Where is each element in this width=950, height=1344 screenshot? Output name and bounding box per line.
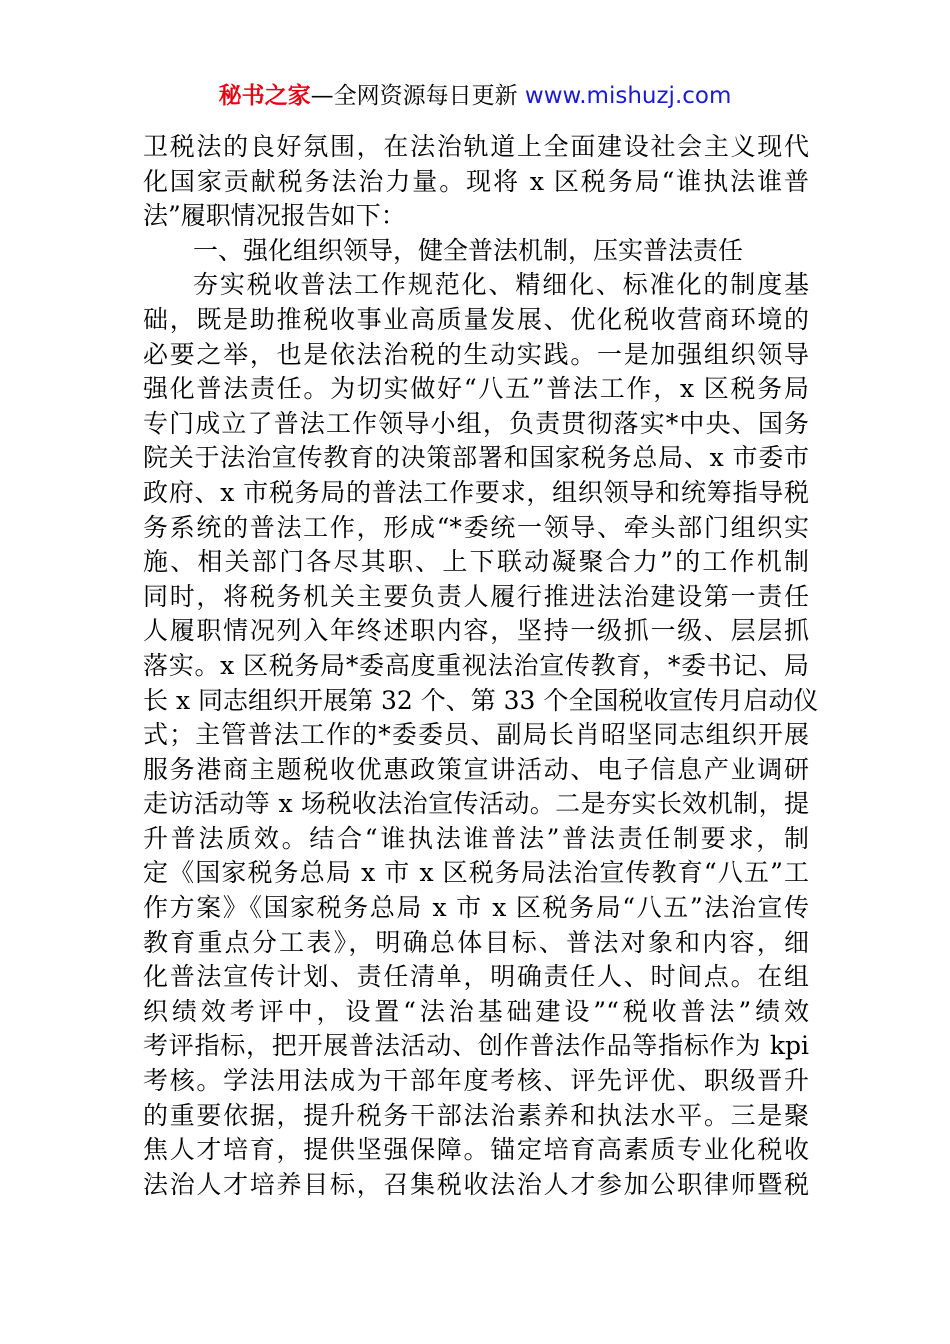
body-line: 考核。学法用法成为干部年度考核、评先评优、职级晋升 [143, 1066, 809, 1096]
body-line: 焦人才培育，提供坚强保障。锚定培育高素质专业化税收 [143, 1135, 809, 1165]
body-line: 法治人才培养目标，召集税收法治人才参加公职律师暨税 [143, 1169, 809, 1199]
body-line: 专门成立了普法工作领导小组，负责贯彻落实*中央、国务 [143, 408, 809, 438]
body-line: 院关于法治宣传教育的决策部署和国家税务总局、x 市委市 [143, 443, 809, 473]
body-line: 式；主管普法工作的*委委员、副局长肖昭坚同志组织开展 [143, 720, 809, 750]
body-line: 卫税法的良好氛围，在法治轨道上全面建设社会主义现代 [143, 132, 809, 161]
body-line: 强化普法责任。为切实做好“八五”普法工作，x 区税务局 [143, 374, 809, 404]
body-line: 政府、x 市税务局的普法工作要求，组织领导和统筹指导税 [143, 477, 809, 507]
body-line: 务系统的普法工作，形成“*委统一领导、牵头部门组织实 [143, 512, 809, 542]
body-line: 同时，将税务机关主要负责人履行推进法治建设第一责任 [143, 581, 809, 611]
page-header [0, 80, 950, 112]
body-line: 长 x 同志组织开展第 32 个、第 33 个全国税收宣传月启动仪 [143, 685, 819, 715]
body-line: 作方案》《国家税务总局 x 市 x 区税务局“八五”法治宣传 [143, 893, 809, 923]
body-line: 施、相关部门各尽其职、上下联动凝聚合力”的工作机制 [143, 547, 809, 577]
body-line: 定《国家税务总局 x 市 x 区税务局法治宣传教育“八五”工 [143, 858, 809, 888]
document-body [143, 130, 819, 1202]
site-url-link[interactable]: www.mishuzj.com [524, 83, 732, 109]
header-tagline: —全网资源每日更新 [310, 83, 525, 109]
body-line: 的重要依据，提升税务干部法治素养和执法水平。三是聚 [143, 1100, 809, 1130]
body-line: 升普法质效。结合“谁执法谁普法”普法责任制要求，制 [143, 823, 809, 853]
body-line: 必要之举，也是依法治税的生动实践。一是加强组织领导 [143, 339, 809, 369]
section-heading: 一、强化组织领导，健全普法机制，压实普法责任 [193, 235, 744, 265]
body-line: 教育重点分工表》，明确总体目标、普法对象和内容，细 [143, 927, 809, 957]
body-line: 考评指标，把开展普法活动、创作普法作品等指标作为 kpi [143, 1031, 809, 1061]
body-line: 法”履职情况报告如下： [143, 201, 406, 231]
body-line: 础，既是助推税收事业高质量发展、优化税收营商环境的 [143, 304, 809, 334]
body-line: 织绩效考评中，设置“法治基础建设”“税收普法”绩效 [143, 996, 809, 1026]
brand-name: 秘书之家 [218, 83, 311, 109]
body-line: 人履职情况列入年终述职内容，坚持一级抓一级、层层抓 [143, 616, 809, 646]
body-line: 化国家贡献税务法治力量。现将 x 区税务局“谁执法谁普 [143, 166, 809, 196]
body-line: 走访活动等 x 场税收法治宣传活动。二是夯实长效机制，提 [143, 789, 809, 819]
body-line: 化普法宣传计划、责任清单，明确责任人、时间点。在组 [143, 962, 809, 992]
body-line: 服务港商主题税收优惠政策宣讲活动、电子信息产业调研 [143, 754, 809, 784]
paragraph-first-line: 夯实税收普法工作规范化、精细化、标准化的制度基 [193, 270, 809, 300]
body-line: 落实。x 区税务局*委高度重视法治宣传教育，*委书记、局 [143, 650, 809, 680]
